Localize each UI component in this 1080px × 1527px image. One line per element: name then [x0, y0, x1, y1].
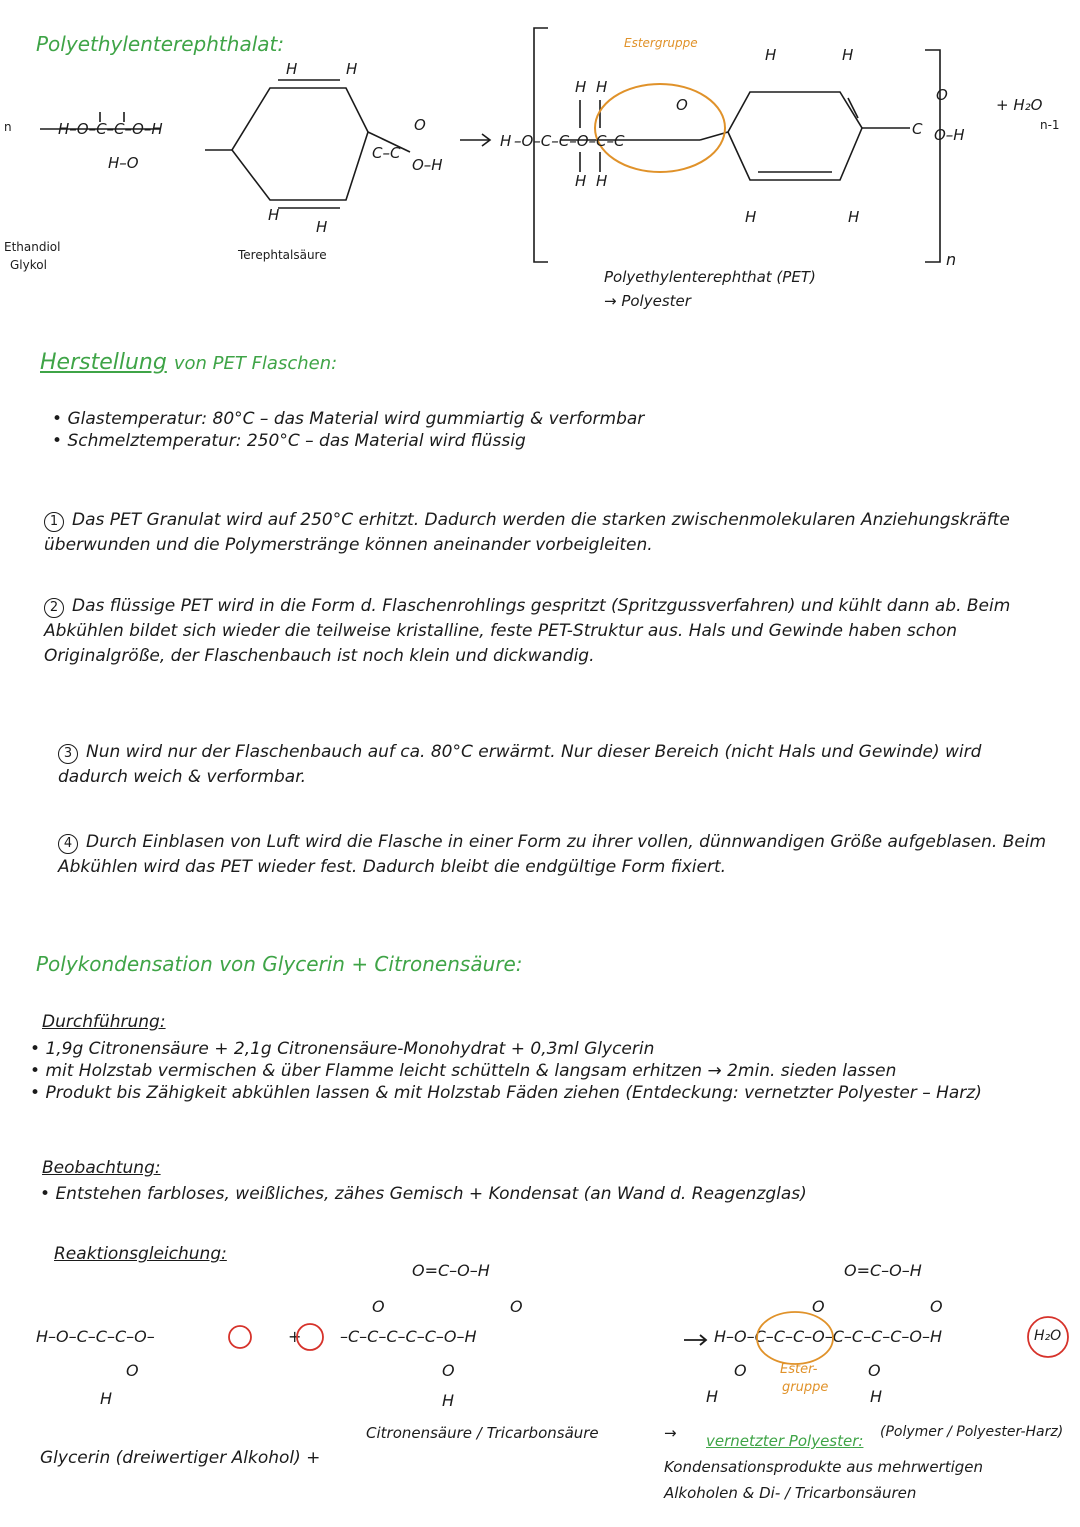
procedure-item: • Produkt bis Zähigkeit abkühlen lassen & mit Holzstab Fäden ziehen (Entdeckung: vernetzter Polyester – Harz) [30, 1082, 982, 1104]
step-1-number: 1 [44, 512, 64, 532]
svg-text:O–H: O–H [412, 156, 443, 174]
svg-text:H: H [745, 208, 757, 226]
svg-text:H: H [100, 1389, 113, 1408]
svg-text:H: H [870, 1387, 883, 1406]
observation-heading: Beobachtung: [42, 1158, 161, 1178]
manufacturing-heading-main: Herstellung [40, 350, 167, 375]
observation-value: Entstehen farbloses, weißliches, zähes Gemisch + Kondensat (an Wand d. Reagenzglas) [55, 1184, 807, 1204]
pet-title: Polyethylenterephthalat: [36, 32, 285, 56]
svg-text:H: H [596, 172, 608, 190]
svg-text:O: O [126, 1361, 139, 1380]
pet-product-label: Polyethylenterephthat (PET) [604, 268, 816, 286]
svg-text:H: H [575, 172, 587, 190]
water-product: + H₂O [996, 96, 1043, 114]
svg-text:H–O–C–C–C–O–: H–O–C–C–C–O– [36, 1327, 155, 1346]
svg-text:H: H [765, 46, 777, 64]
ester-group-label: Estergruppe [624, 36, 698, 50]
procedure-item: • 1,9g Citronensäure + 2,1g Citronensäure-Monohydrat + 0,3ml Glycerin [30, 1038, 982, 1060]
glycol-label-1: Ethandiol [4, 240, 61, 254]
svg-text:H: H [346, 60, 358, 78]
svg-text:O: O [676, 96, 688, 114]
svg-text:–O–C–C–O–C–C: –O–C–C–O–C–C [514, 132, 625, 150]
product-desc-2: Alkoholen & Di- / Tricarbonsäuren [664, 1484, 917, 1502]
step-1-text: Das PET Granulat wird auf 250°C erhitzt. Dadurch werden die starken zwischenmolekularen Anziehungskräfte überwunden und die Polymerstränge können aneinander vorbeigleiten. [44, 510, 1010, 555]
svg-text:H: H [500, 132, 512, 150]
svg-text:H–O–C–C–O–H: H–O–C–C–O–H [58, 120, 163, 138]
repeat-n: n [946, 250, 957, 269]
terephthalic-acid-label: Terephtalsäure [238, 248, 327, 262]
glycol-label-2: Glykol [10, 258, 47, 272]
svg-text:O: O [936, 86, 948, 104]
svg-text:C: C [912, 120, 923, 138]
observation-text: • Entstehen farbloses, weißliches, zähes Gemisch + Kondensat (an Wand d. Reagenzglas) [40, 1184, 807, 1204]
svg-text:+: + [288, 1327, 302, 1346]
water-count: n-1 [1040, 118, 1060, 132]
reaction-arrow: → [664, 1424, 677, 1442]
svg-text:O=C–O–H: O=C–O–H [412, 1261, 490, 1280]
svg-text:C–C: C–C [372, 144, 401, 162]
step-3-number: 3 [58, 744, 78, 764]
poly-ester-label-2: gruppe [782, 1380, 829, 1395]
svg-text:H: H [286, 60, 298, 78]
svg-text:O–H: O–H [934, 126, 965, 144]
bullet-melt-temp: • Schmelztemperatur: 250°C – das Material wird flüssig [52, 430, 644, 452]
svg-text:O: O [930, 1297, 943, 1316]
step-4-number: 4 [58, 834, 78, 854]
pet-prefix-n: n [4, 120, 12, 134]
svg-text:O: O [734, 1361, 747, 1380]
svg-text:O: O [414, 116, 426, 134]
svg-text:–C–C–C–C–C–O–H: –C–C–C–C–C–O–H [340, 1327, 477, 1346]
svg-text:O: O [442, 1361, 455, 1380]
svg-text:H: H [848, 208, 860, 226]
procedure-item: • mit Holzstab vermischen & über Flamme leicht schütteln & langsam erhitzen → 2min. sieden lassen [30, 1060, 982, 1082]
poly-ester-label-1: Ester- [780, 1362, 818, 1377]
step-3-text: Nun wird nur der Flaschenbauch auf ca. 80°C erwärmt. Nur dieser Bereich (nicht Hals und Gewinde) wird dadurch weich & verformbar. [58, 742, 982, 787]
bullet-glass-temp: • Glastemperatur: 80°C – das Material wird gummiartig & verformbar [52, 408, 644, 430]
svg-text:H: H [442, 1391, 455, 1410]
step-4-text: Durch Einblasen von Luft wird die Flasche in einer Form zu ihrer vollen, dünnwandigen Größe aufgeblasen. Beim Abkühlen wird das PET wieder fest. Dadurch bleibt die endgültige Form fixiert. [58, 832, 1047, 877]
product-note: (Polymer / Polyester-Harz) [880, 1424, 1064, 1440]
svg-text:O: O [372, 1297, 385, 1316]
citric-acid-label: Citronensäure / Tricarbonsäure [366, 1424, 599, 1442]
svg-text:H: H [268, 206, 280, 224]
equation-heading: Reaktionsgleichung: [54, 1244, 227, 1264]
svg-text:O: O [510, 1297, 523, 1316]
svg-text:H: H [596, 78, 608, 96]
step-2-number: 2 [44, 598, 64, 618]
svg-text:H: H [316, 218, 328, 236]
svg-text:H: H [575, 78, 587, 96]
pet-product-sublabel: → Polyester [604, 292, 691, 310]
glycerin-label: Glycerin (dreiwertiger Alkohol) + [40, 1448, 321, 1468]
svg-text:O=C–O–H: O=C–O–H [844, 1261, 922, 1280]
manufacturing-heading-rest: von PET Flaschen: [173, 353, 338, 374]
product-label: vernetzter Polyester: [706, 1432, 864, 1450]
procedure-heading: Durchführung: [42, 1012, 166, 1032]
svg-text:O: O [868, 1361, 881, 1380]
experiment-heading: Polykondensation von Glycerin + Citronensäure: [36, 952, 523, 976]
svg-text:H–O–C–C–C–O–C–C–C–C–O–H: H–O–C–C–C–O–C–C–C–C–O–H [714, 1327, 943, 1346]
product-desc-1: Kondensationsprodukte aus mehrwertigen [664, 1458, 984, 1476]
svg-text:O: O [812, 1297, 825, 1316]
svg-text:H–O: H–O [108, 154, 139, 172]
polycondensation-water: H₂O [1034, 1328, 1062, 1344]
svg-text:H: H [706, 1387, 719, 1406]
svg-text:H: H [842, 46, 854, 64]
step-2-text: Das flüssige PET wird in die Form d. Flaschenrohlings gespritzt (Spritzgussverfahren) und kühlt dann ab. Beim Abkühlen bildet sich wieder die teilweise kristalline, feste PET-Struktur aus. Hals und Gewinde haben schon Originalgröße, der Flaschenbauch ist noch klein und dickwandig. [44, 596, 1011, 666]
